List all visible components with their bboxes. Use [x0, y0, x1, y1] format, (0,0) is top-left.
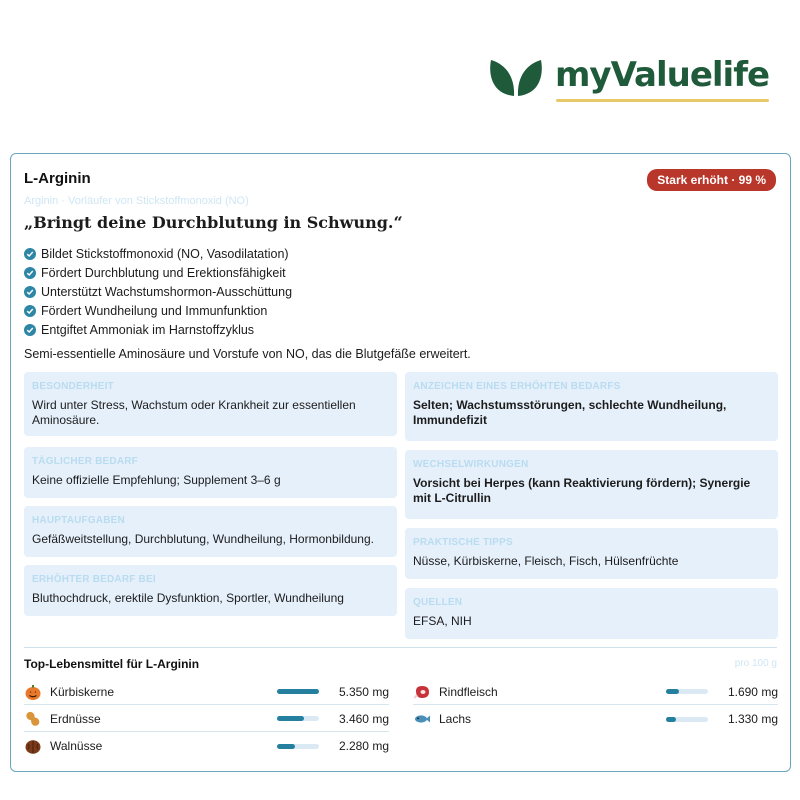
section-divider — [24, 647, 777, 648]
benefit-item — [24, 282, 292, 301]
benefit-text: Entgiftet Ammoniak im Harnstoffzyklus — [41, 322, 255, 337]
food-bar-fill — [277, 744, 295, 749]
food-bar — [666, 689, 708, 694]
food-name: Walnüsse — [50, 739, 103, 753]
info-box-taeglicher-bedarf — [24, 447, 397, 498]
info-value: Selten; Wachstumsstörungen, schlechte Wundheilung, Immundefizit — [413, 398, 727, 427]
info-value: Gefäßweitstellung, Durchblutung, Wundheilung, Hormonbildung. — [32, 532, 374, 546]
brand-logo — [487, 54, 769, 98]
food-amount: 1.690 mg — [727, 684, 778, 699]
fish-icon — [413, 710, 431, 728]
info-box-besonderheit — [24, 372, 397, 436]
food-amount: 1.330 mg — [727, 712, 778, 726]
brand-name — [555, 54, 769, 96]
info-label: PRAKTISCHE TIPPS — [413, 537, 513, 548]
info-box-quellen — [405, 588, 778, 639]
info-value: EFSA, NIH — [413, 614, 472, 628]
info-label: WECHSELWIRKUNGEN — [413, 459, 529, 470]
benefit-text: Fördert Wundheilung und Immunfunktion — [41, 303, 268, 318]
check-icon — [24, 305, 36, 317]
meat-icon — [413, 683, 431, 701]
benefit-text: Unterstützt Wachstumshormon-Ausschüttung — [41, 284, 293, 299]
benefit-item — [24, 301, 292, 320]
check-icon — [24, 267, 36, 279]
food-bar-fill — [666, 717, 676, 722]
info-value: Wird unter Stress, Wachstum oder Krankheit zur essentiellen Aminosäure. — [32, 398, 356, 427]
leaf-icon — [487, 54, 545, 98]
info-box-hauptaufgaben — [24, 506, 397, 557]
food-name: Erdnüsse — [50, 711, 101, 726]
card-quote: „Bringt deine Durchblutung in Schwung.“ — [24, 213, 403, 232]
card-subtitle: Arginin · Vorläufer von Stickstoffmonoxid (NO) — [24, 195, 249, 207]
food-name: Lachs — [439, 712, 472, 726]
info-box-praktische-tipps — [405, 528, 778, 579]
food-name: Kürbiskerne — [50, 684, 115, 699]
food-amount: 3.460 mg — [338, 711, 389, 726]
info-label: TÄGLICHER BEDARF — [32, 456, 138, 467]
info-label: ANZEICHEN EINES ERHÖHTEN BEDARFS — [413, 381, 621, 392]
food-row — [24, 679, 389, 705]
check-icon — [24, 286, 36, 298]
food-bar — [666, 717, 708, 722]
info-box-wechselwirkungen — [405, 450, 778, 519]
food-bar — [277, 716, 319, 721]
info-label: BESONDERHEIT — [32, 381, 114, 392]
benefit-item — [24, 263, 292, 282]
food-bar-fill — [277, 716, 304, 721]
walnut-icon — [24, 737, 42, 755]
info-label: HAUPTAUFGABEN — [32, 515, 125, 526]
benefit-text: Fördert Durchblutung und Erektionsfähigkeit — [41, 265, 286, 280]
info-value: Nüsse, Kürbiskerne, Fleisch, Fisch, Hülsenfrüchte — [413, 554, 679, 568]
info-box-erhoehter-bedarf — [24, 565, 397, 616]
food-bar-fill — [666, 689, 679, 694]
benefit-item — [24, 244, 292, 263]
food-row — [413, 679, 778, 705]
food-row — [413, 706, 778, 732]
food-amount: 5.350 mg — [338, 684, 389, 699]
peanut-icon — [24, 710, 42, 728]
info-box-anzeichen — [405, 372, 778, 441]
info-value: Bluthochdruck, erektile Dysfunktion, Sportler, Wundheilung — [32, 591, 344, 605]
info-value: Vorsicht bei Herpes (kann Reaktivierung fördern); Synergie mit L-Citrullin — [413, 476, 751, 505]
food-bar-fill — [277, 689, 319, 694]
status-badge: Stark erhöht · 99 % — [647, 169, 776, 191]
benefit-text: Bildet Stickstoffmonoxid (NO, Vasodilatation) — [41, 246, 289, 261]
pumpkin-icon — [24, 683, 42, 701]
food-bar — [277, 744, 319, 749]
foods-title: Top-Lebensmittel für L-Arginin — [24, 657, 200, 671]
food-name: Rindfleisch — [439, 684, 498, 699]
nutrient-card — [10, 153, 791, 772]
info-label: ERHÖHTER BEDARF BEI — [32, 574, 156, 585]
foods-unit: pro 100 g — [734, 658, 777, 669]
brand-underline — [556, 99, 769, 102]
info-value: Keine offizielle Empfehlung; Supplement 3–6 g — [32, 473, 281, 487]
check-icon — [24, 324, 36, 336]
brand-name-text: myValuelife — [555, 55, 770, 95]
benefit-list — [24, 244, 292, 339]
info-label: QUELLEN — [413, 597, 463, 608]
food-row — [24, 706, 389, 732]
food-amount: 2.280 mg — [338, 739, 389, 753]
card-title: L-Arginin — [24, 170, 91, 187]
food-row — [24, 733, 389, 759]
card-summary: Semi-essentielle Aminosäure und Vorstufe von NO, das die Blutgefäße erweitert. — [24, 347, 471, 361]
check-icon — [24, 248, 36, 260]
benefit-item — [24, 320, 292, 339]
food-bar — [277, 689, 319, 694]
